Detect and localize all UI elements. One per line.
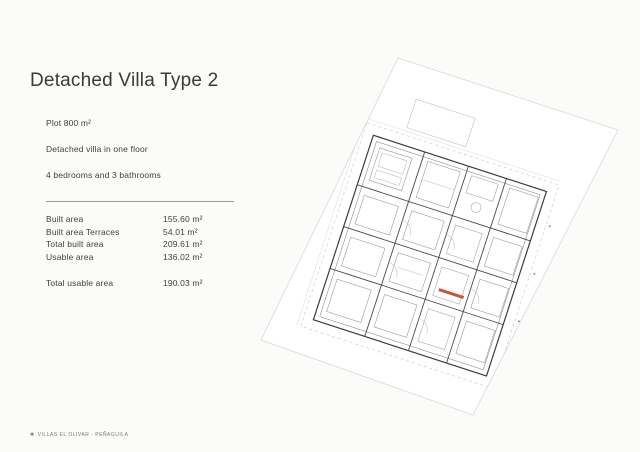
summary-line-rooms: 4 bedrooms and 3 bathrooms bbox=[46, 170, 161, 180]
area-value: 136.02 m² bbox=[163, 251, 203, 262]
area-value: 190.03 m² bbox=[163, 278, 203, 289]
area-value: 54.01 m² bbox=[163, 226, 198, 237]
footer bbox=[30, 432, 128, 438]
area-value: 209.61 m² bbox=[163, 239, 203, 250]
footer-label: VILLAS EL OLIVAR - PEÑAGUILA bbox=[37, 432, 129, 438]
area-label: Built area Terraces bbox=[46, 226, 120, 237]
table-row bbox=[46, 226, 256, 239]
asterisk-icon: ✱ bbox=[30, 432, 35, 438]
table-row bbox=[46, 238, 256, 251]
summary-line-description: Detached villa in one floor bbox=[46, 144, 148, 154]
table-row bbox=[46, 251, 256, 264]
table-row bbox=[46, 277, 256, 290]
area-value: 155.60 m² bbox=[163, 214, 203, 224]
area-label: Usable area bbox=[46, 251, 94, 262]
area-table bbox=[46, 213, 256, 290]
table-row bbox=[46, 213, 256, 226]
horizontal-divider bbox=[46, 201, 234, 202]
summary-block bbox=[46, 118, 276, 180]
area-label: Built area bbox=[46, 214, 84, 224]
summary-line-plot: Plot 800 m² bbox=[46, 118, 92, 128]
area-label: Total usable area bbox=[46, 278, 114, 289]
area-label: Total built area bbox=[46, 239, 104, 250]
floor-plan-drawing bbox=[243, 40, 633, 430]
page-title: Detached Villa Type 2 bbox=[30, 70, 219, 91]
